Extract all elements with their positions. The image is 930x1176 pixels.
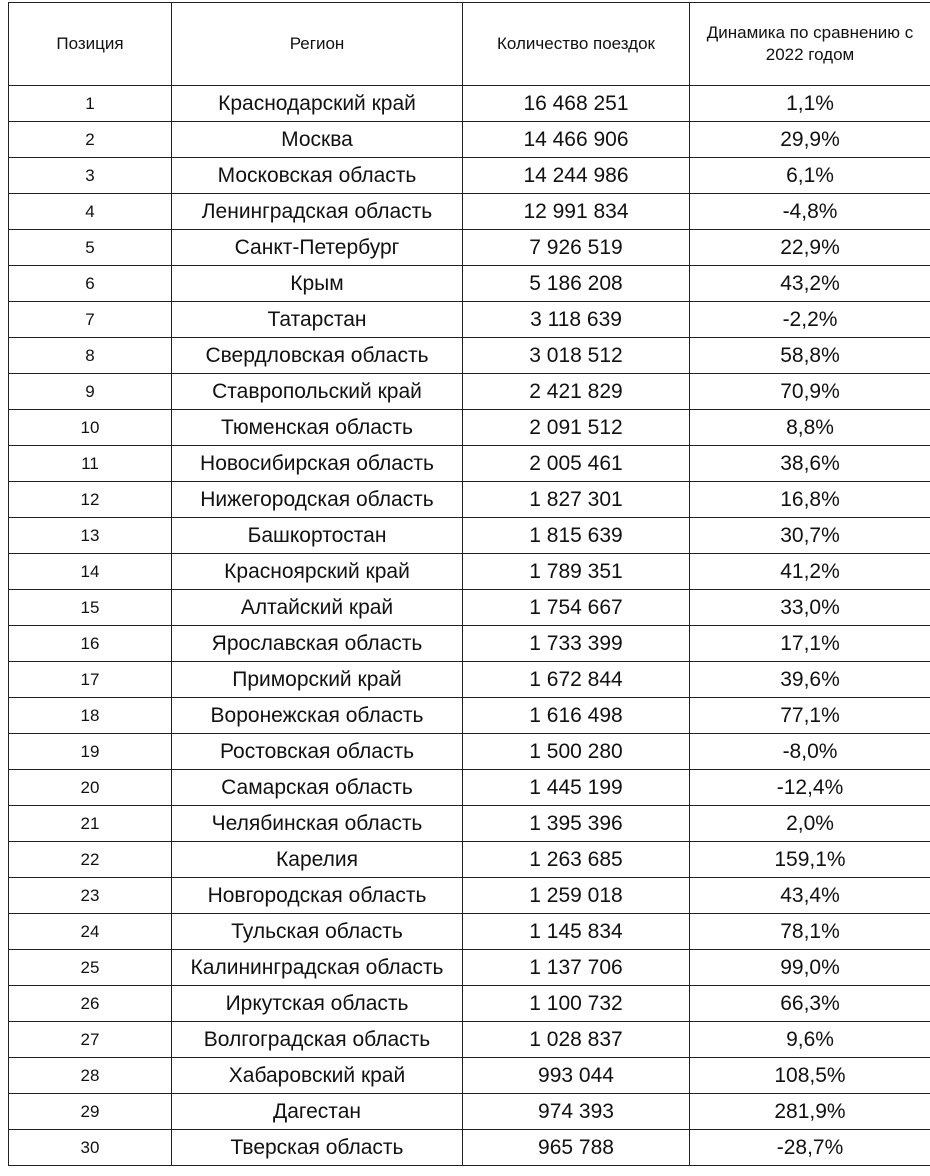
position-cell: 5 — [9, 230, 172, 266]
dynamics-cell: 22,9% — [690, 230, 930, 266]
dynamics-cell: -2,2% — [690, 302, 930, 338]
position-cell: 28 — [9, 1058, 172, 1094]
position-cell: 26 — [9, 986, 172, 1022]
region-cell: Дагестан — [172, 1094, 463, 1130]
region-cell: Приморский край — [172, 662, 463, 698]
position-cell: 14 — [9, 554, 172, 590]
table-row — [9, 734, 930, 770]
position-cell: 24 — [9, 914, 172, 950]
dynamics-cell: 17,1% — [690, 626, 930, 662]
region-cell: Красноярский край — [172, 554, 463, 590]
position-cell: 20 — [9, 770, 172, 806]
trips-cell: 1 028 837 — [463, 1022, 690, 1058]
table-row — [9, 1022, 930, 1058]
region-cell: Новгородская область — [172, 878, 463, 914]
trips-cell: 2 421 829 — [463, 374, 690, 410]
trips-cell: 3 118 639 — [463, 302, 690, 338]
position-cell: 8 — [9, 338, 172, 374]
table-row — [9, 698, 930, 734]
region-cell: Челябинская область — [172, 806, 463, 842]
table-row — [9, 158, 930, 194]
region-cell: Самарская область — [172, 770, 463, 806]
region-cell: Тюменская область — [172, 410, 463, 446]
trips-cell: 993 044 — [463, 1058, 690, 1094]
region-cell: Карелия — [172, 842, 463, 878]
table-row — [9, 1094, 930, 1130]
region-cell: Санкт-Петербург — [172, 230, 463, 266]
trips-cell: 1 100 732 — [463, 986, 690, 1022]
dynamics-cell: 41,2% — [690, 554, 930, 590]
dynamics-cell: 43,4% — [690, 878, 930, 914]
dynamics-cell: 99,0% — [690, 950, 930, 986]
region-cell: Иркутская область — [172, 986, 463, 1022]
position-cell: 30 — [9, 1130, 172, 1166]
trips-cell: 1 672 844 — [463, 662, 690, 698]
region-cell: Краснодарский край — [172, 86, 463, 122]
position-cell: 10 — [9, 410, 172, 446]
trips-cell: 1 500 280 — [463, 734, 690, 770]
table-row — [9, 374, 930, 410]
trips-cell: 974 393 — [463, 1094, 690, 1130]
position-cell: 22 — [9, 842, 172, 878]
position-cell: 21 — [9, 806, 172, 842]
region-cell: Башкортостан — [172, 518, 463, 554]
dynamics-cell: 1,1% — [690, 86, 930, 122]
region-cell: Калининградская область — [172, 950, 463, 986]
table-row — [9, 194, 930, 230]
position-cell: 19 — [9, 734, 172, 770]
position-cell: 3 — [9, 158, 172, 194]
dynamics-cell: 38,6% — [690, 446, 930, 482]
trips-cell: 12 991 834 — [463, 194, 690, 230]
region-cell: Алтайский край — [172, 590, 463, 626]
trips-cell: 2 005 461 — [463, 446, 690, 482]
trips-cell: 14 466 906 — [463, 122, 690, 158]
trips-cell: 2 091 512 — [463, 410, 690, 446]
dynamics-cell: 78,1% — [690, 914, 930, 950]
table-row — [9, 122, 930, 158]
regions-trips-table — [8, 2, 930, 1166]
table-header-row — [9, 3, 930, 86]
table-row — [9, 518, 930, 554]
dynamics-cell: 77,1% — [690, 698, 930, 734]
table-row — [9, 86, 930, 122]
region-cell: Тульская область — [172, 914, 463, 950]
header-trips: Количество поездок — [463, 3, 690, 86]
region-cell: Волгоградская область — [172, 1022, 463, 1058]
trips-cell: 1 733 399 — [463, 626, 690, 662]
trips-cell: 7 926 519 — [463, 230, 690, 266]
table-row — [9, 590, 930, 626]
region-cell: Татарстан — [172, 302, 463, 338]
trips-cell: 1 827 301 — [463, 482, 690, 518]
trips-cell: 1 815 639 — [463, 518, 690, 554]
position-cell: 12 — [9, 482, 172, 518]
dynamics-cell: 6,1% — [690, 158, 930, 194]
table-row — [9, 986, 930, 1022]
trips-cell: 1 259 018 — [463, 878, 690, 914]
region-cell: Воронежская область — [172, 698, 463, 734]
dynamics-cell: 9,6% — [690, 1022, 930, 1058]
dynamics-cell: 29,9% — [690, 122, 930, 158]
dynamics-cell: 70,9% — [690, 374, 930, 410]
region-cell: Ставропольский край — [172, 374, 463, 410]
table-row — [9, 302, 930, 338]
position-cell: 15 — [9, 590, 172, 626]
table-row — [9, 950, 930, 986]
trips-cell: 1 395 396 — [463, 806, 690, 842]
header-position: Позиция — [9, 3, 172, 86]
position-cell: 25 — [9, 950, 172, 986]
trips-cell: 1 445 199 — [463, 770, 690, 806]
position-cell: 9 — [9, 374, 172, 410]
position-cell: 11 — [9, 446, 172, 482]
dynamics-cell: -8,0% — [690, 734, 930, 770]
table-row — [9, 338, 930, 374]
dynamics-cell: 43,2% — [690, 266, 930, 302]
position-cell: 2 — [9, 122, 172, 158]
table-row — [9, 770, 930, 806]
trips-cell: 965 788 — [463, 1130, 690, 1166]
trips-cell: 5 186 208 — [463, 266, 690, 302]
dynamics-cell: 16,8% — [690, 482, 930, 518]
position-cell: 1 — [9, 86, 172, 122]
table-row — [9, 626, 930, 662]
trips-cell: 1 616 498 — [463, 698, 690, 734]
trips-cell: 14 244 986 — [463, 158, 690, 194]
position-cell: 17 — [9, 662, 172, 698]
table-row — [9, 1058, 930, 1094]
position-cell: 4 — [9, 194, 172, 230]
dynamics-cell: -4,8% — [690, 194, 930, 230]
position-cell: 23 — [9, 878, 172, 914]
region-cell: Ярославская область — [172, 626, 463, 662]
header-dynamics: Динамика по сравнению с 2022 годом — [690, 3, 930, 86]
trips-cell: 1 789 351 — [463, 554, 690, 590]
position-cell: 18 — [9, 698, 172, 734]
table-body — [9, 86, 930, 1166]
dynamics-cell: 159,1% — [690, 842, 930, 878]
dynamics-cell: 281,9% — [690, 1094, 930, 1130]
region-cell: Ростовская область — [172, 734, 463, 770]
position-cell: 16 — [9, 626, 172, 662]
position-cell: 7 — [9, 302, 172, 338]
table-row — [9, 662, 930, 698]
trips-cell: 16 468 251 — [463, 86, 690, 122]
region-cell: Ленинградская область — [172, 194, 463, 230]
table-row — [9, 554, 930, 590]
header-region: Регион — [172, 3, 463, 86]
dynamics-cell: 66,3% — [690, 986, 930, 1022]
table-row — [9, 482, 930, 518]
dynamics-cell: 58,8% — [690, 338, 930, 374]
region-cell: Нижегородская область — [172, 482, 463, 518]
dynamics-cell: -28,7% — [690, 1130, 930, 1166]
table-row — [9, 446, 930, 482]
dynamics-cell: 8,8% — [690, 410, 930, 446]
trips-cell: 3 018 512 — [463, 338, 690, 374]
dynamics-cell: 39,6% — [690, 662, 930, 698]
dynamics-cell: 2,0% — [690, 806, 930, 842]
position-cell: 13 — [9, 518, 172, 554]
region-cell: Свердловская область — [172, 338, 463, 374]
table-row — [9, 842, 930, 878]
position-cell: 6 — [9, 266, 172, 302]
table-row — [9, 230, 930, 266]
region-cell: Москва — [172, 122, 463, 158]
region-cell: Московская область — [172, 158, 463, 194]
trips-cell: 1 145 834 — [463, 914, 690, 950]
table-row — [9, 806, 930, 842]
region-cell: Хабаровский край — [172, 1058, 463, 1094]
trips-cell: 1 754 667 — [463, 590, 690, 626]
region-cell: Тверская область — [172, 1130, 463, 1166]
dynamics-cell: -12,4% — [690, 770, 930, 806]
table-row — [9, 266, 930, 302]
table-row — [9, 410, 930, 446]
position-cell: 29 — [9, 1094, 172, 1130]
region-cell: Новосибирская область — [172, 446, 463, 482]
trips-cell: 1 263 685 — [463, 842, 690, 878]
dynamics-cell: 30,7% — [690, 518, 930, 554]
trips-cell: 1 137 706 — [463, 950, 690, 986]
dynamics-cell: 108,5% — [690, 1058, 930, 1094]
table-row — [9, 914, 930, 950]
dynamics-cell: 33,0% — [690, 590, 930, 626]
region-cell: Крым — [172, 266, 463, 302]
table-row — [9, 878, 930, 914]
position-cell: 27 — [9, 1022, 172, 1058]
table-row — [9, 1130, 930, 1166]
